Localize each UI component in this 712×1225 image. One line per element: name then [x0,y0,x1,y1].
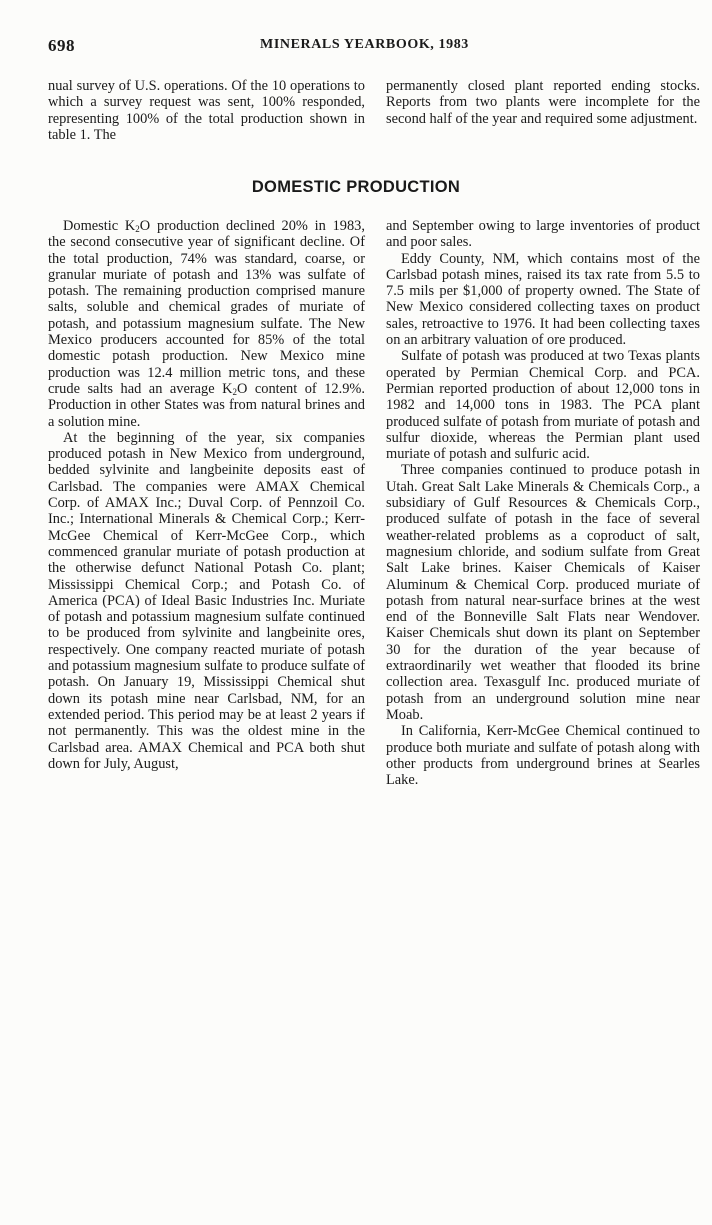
paragraph-eddy-county: Eddy County, NM, which contains most of the Carlsbad potash mines, raised its tax rate from 5.5 to 7.5 mils per $1,000 of property owned. The State of New Mexico considered collecting taxes on product sales, retroactive to 1976. It had been collecting taxes on an arbitrary valuation of ore produced. [386,250,700,349]
text-run: O content of 12.9%. Production in other States was from natural brines and a solution mine. [48,380,365,430]
intro-left-column [48,78,365,143]
running-title: MINERALS YEARBOOK, 1983 [260,37,469,52]
paragraph-new-mexico-companies: At the beginning of the year, six companies produced potash in New Mexico from underground, bedded sylvinite and langbeinite deposits east of Carlsbad. The companies were AMAX Chemical Corp. of AMAX Inc.; Duval Corp. of Pennzoil Co. Inc.; International Minerals & Chemical Corp.; Kerr-McGee Chemical of Kerr-McGee Corp., which commenced granular muriate of potash production at the otherwise defunct National Potash Co. plant; Mississippi Chemical Corp.; and Potash Co. of America (PCA) of Ideal Basic Industries Inc. Muriate of potash and potassium magnesium sulfate continued to be produced from sylvinite and langbeinite ores, respectively. One company reacted muriate of potash and potassium magnesium sulfate to produce sulfate of potash. On January 19, Mississippi Chemical shut down its potash mine near Carlsbad, NM, for an extended period. This period may be at least 2 years if not permanently. This was the oldest mine in the Carlsbad area. AMAX Chemical and PCA both shut down for July, August, [48,429,365,772]
intro-right-column [386,78,700,127]
paragraph-california: In California, Kerr-McGee Chemical continued to produce both muriate and sulfate of potash along with other products from underground brines at Searles Lake. [386,723,700,789]
paragraph-utah: Three companies continued to produce potash in Utah. Great Salt Lake Minerals & Chemicals Corp., a subsidiary of Gulf Resources & Chemicals Corp., produced sulfate of potash in the face of several weather-related problems as a coproduct of salt, magnesium chloride, and sodium sulfate from Great Salt Lake brines. Kaiser Chemicals of Kaiser Aluminum & Chemical Corp. produced muriate of potash from natural near-surface brines at the west end of the Bonneville Salt Flats near Wendover. Kaiser Chemicals shut down its plant on September 30 for the duration of the year because of extraordinarily wet weather that flooded its brine collection area. Texasgulf Inc. produced muriate of potash from an underground solution mine near Moab. [386,462,700,723]
subscript: 2 [135,224,140,234]
left-column [48,218,365,772]
right-column [386,218,700,788]
page-number: 698 [48,36,75,55]
paragraph-continuation: and September owing to large inventories of product and poor sales. [386,218,700,251]
section-heading: DOMESTIC PRODUCTION [251,178,461,196]
intro-left-paragraph: nual survey of U.S. operations. Of the 10 operations to which a survey request was sent, 100% responded, representing 100% of the total production shown in table 1. The [48,78,365,143]
text-run: Domestic K [63,218,136,234]
paragraph-domestic-k2o [48,218,365,430]
intro-right-paragraph: permanently closed plant reported ending stocks. Reports from two plants were incomplete for the second half of the year and required some adjustment. [386,78,700,127]
page-header [48,36,668,58]
text-run: O production declined 20% in 1983, the second consecutive year of significant decline. Of the total production, 74% was standard, coarse, or granular muriate of potash and 13% was sulfate of potash. The remaining production comprised manure salts, soluble and chemical grades of muriate of potash, and potassium magnesium sulfate. The New Mexico producers accounted for 85% of the total domestic potash production. New Mexico mine production was 12.4 million metric tons, and these crude salts had an average K [48,218,365,397]
paragraph-texas-sulfate: Sulfate of potash was produced at two Texas plants operated by Permian Chemical Corp. and PCA. Permian reported production of about 12,000 tons in 1982 and 14,000 tons in 1983. The PCA plant produced sulfate of potash from muriate of potash and sulfur dioxide, whereas the Permian plant used muriate of potash and sulfuric acid. [386,348,700,463]
subscript: 2 [232,386,237,397]
